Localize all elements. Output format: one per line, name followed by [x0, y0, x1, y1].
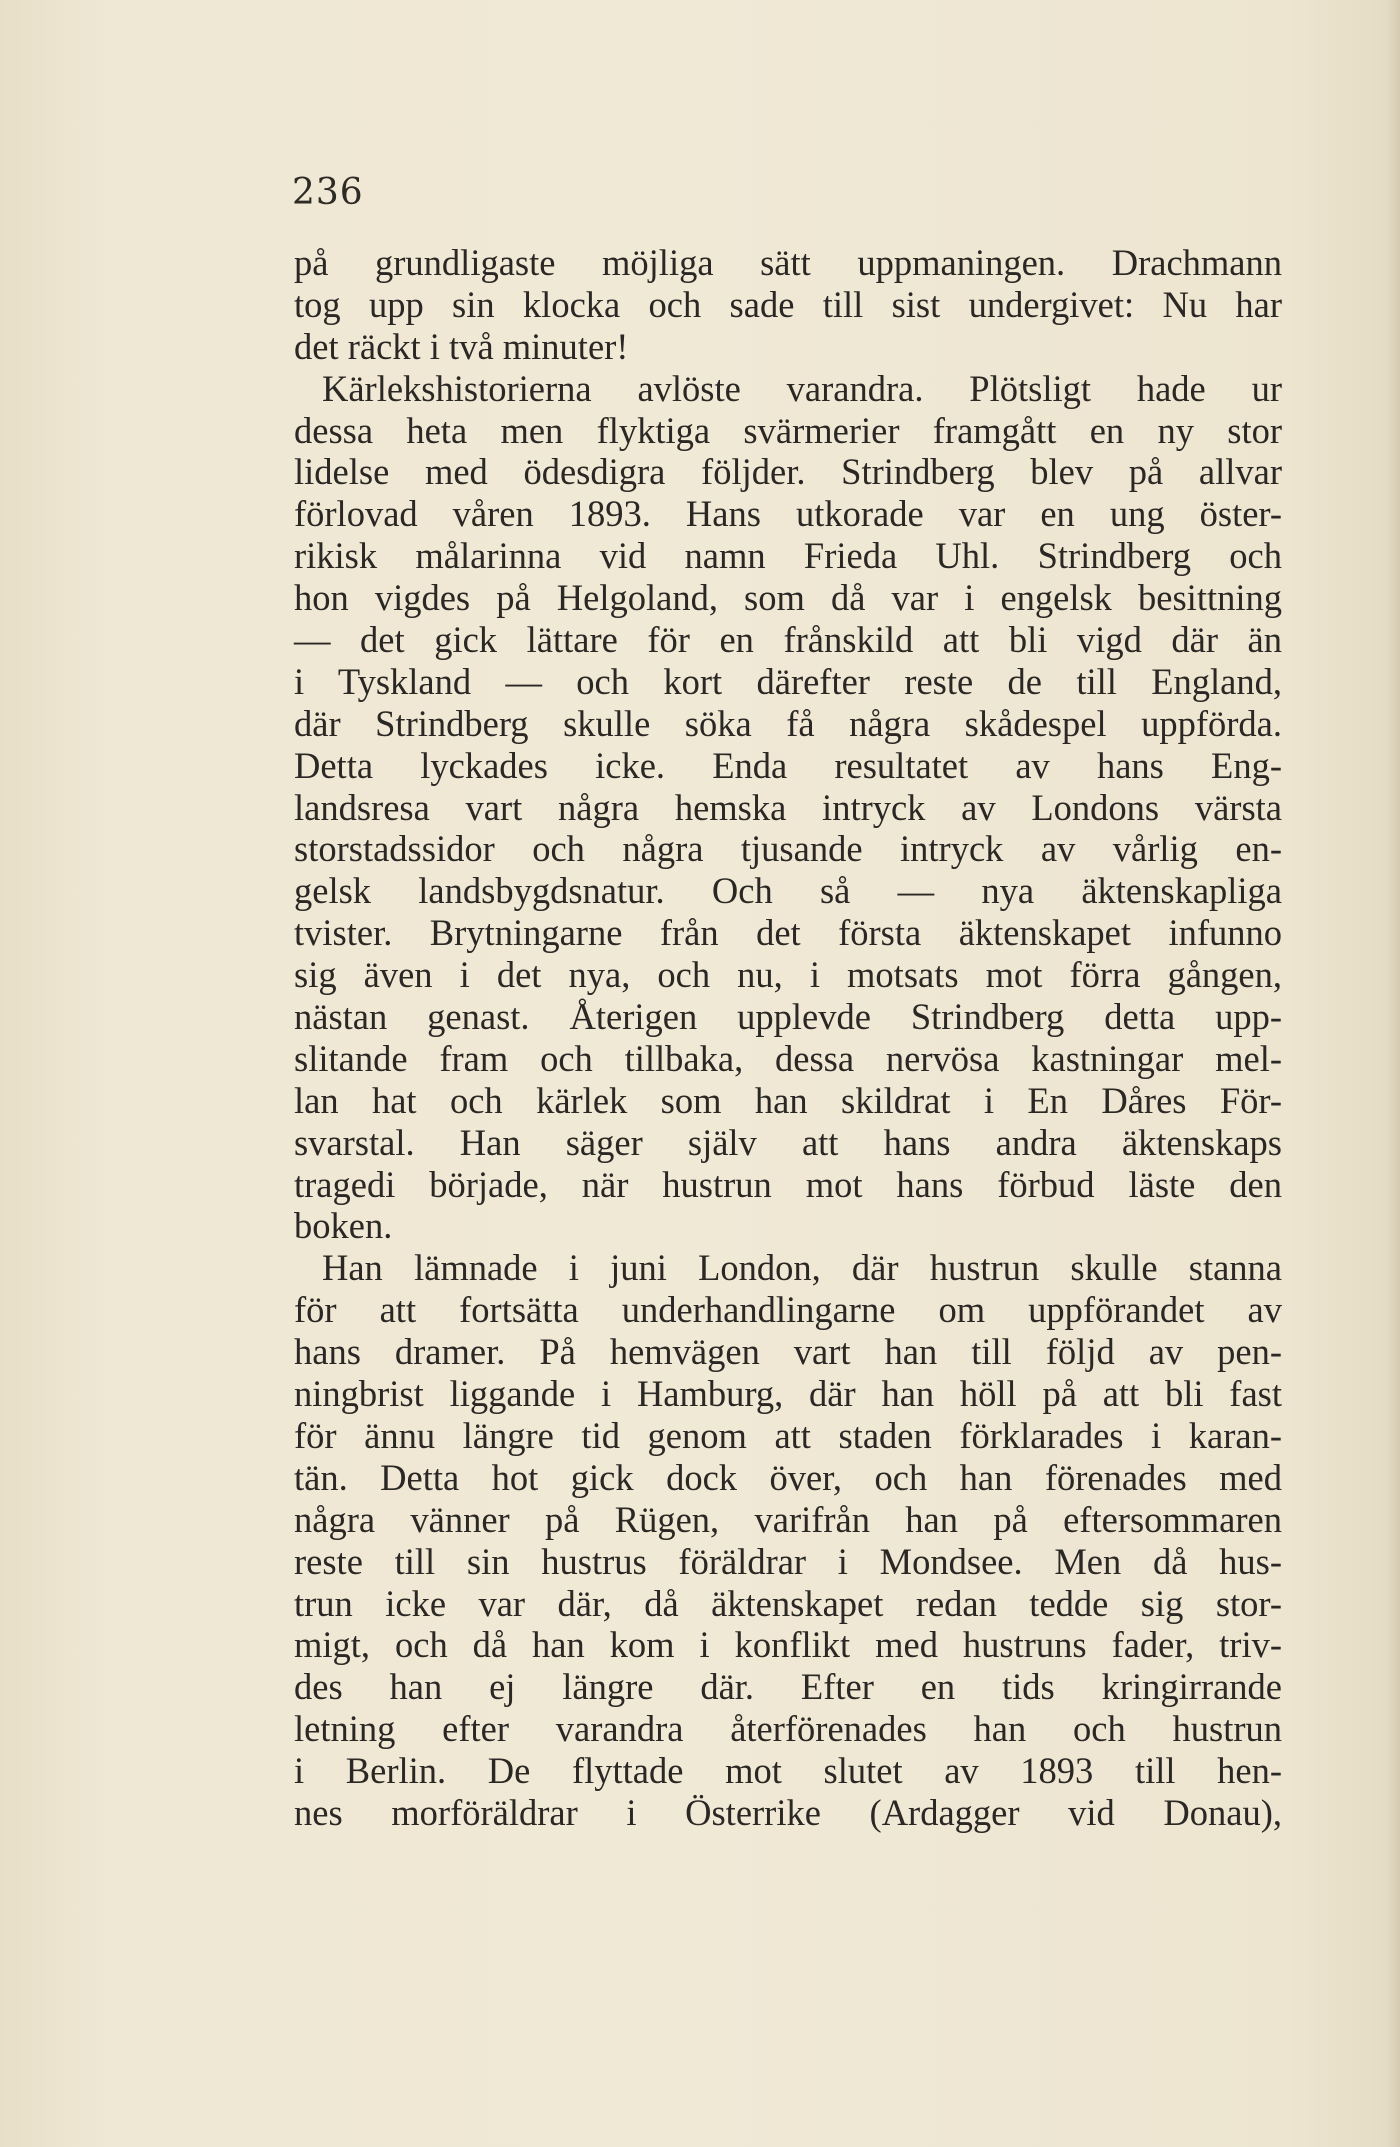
text-line: det räckt i två minuter!	[294, 325, 629, 367]
text-line: Han lämnade i juni London, där hustrun skulle stanna	[322, 1247, 1282, 1289]
text-line: i Tyskland — och kort därefter reste de till England,	[294, 660, 1282, 702]
text-line: tog upp sin klocka och sade till sist undergivet: Nu har	[294, 283, 1282, 325]
text-line: des han ej längre där. Efter en tids kringirrande	[294, 1666, 1282, 1708]
text-line: sig även i det nya, och nu, i motsats mot förra gången,	[294, 954, 1282, 996]
text-line: dessa heta men flyktiga svärmerier framgått en ny stor	[294, 409, 1282, 451]
page-number: 236	[292, 172, 364, 213]
text-line: för att fortsätta underhandlingarne om uppförandet av	[294, 1289, 1282, 1331]
text-line: gelsk landsbygdsnatur. Och så — nya äktenskapliga	[294, 870, 1282, 912]
text-line: trun icke var där, då äktenskapet redan tedde sig stor-	[294, 1582, 1282, 1624]
text-line: hon vigdes på Helgoland, som då var i engelsk besittning	[294, 577, 1282, 619]
text-line: tän. Detta hot gick dock över, och han förenades med	[294, 1456, 1282, 1498]
text-line: några vänner på Rügen, varifrån han på eftersommaren	[294, 1498, 1282, 1540]
text-line: tragedi började, när hustrun mot hans förbud läste den	[294, 1163, 1282, 1205]
text-line: letning efter varandra återförenades han och hustrun	[294, 1708, 1282, 1750]
text-line: rikisk målarinna vid namn Frieda Uhl. Strindberg och	[294, 535, 1282, 577]
text-line: landsresa vart några hemska intryck av Londons värsta	[294, 786, 1282, 828]
text-line: där Strindberg skulle söka få några skådespel uppförda.	[294, 702, 1282, 744]
text-line: — det gick lättare för en frånskild att bli vigd där än	[294, 619, 1282, 661]
text-line: storstadssidor och några tjusande intryck av vårlig en-	[294, 828, 1282, 870]
text-line: lidelse med ödesdigra följder. Strindberg blev på allvar	[294, 451, 1282, 493]
text-line: boken.	[294, 1205, 393, 1247]
text-line: Kärlekshistorierna avlöste varandra. Plötsligt hade ur	[322, 367, 1282, 409]
text-line: nes morföräldrar i Österrike (Ardagger vid Donau),	[294, 1791, 1282, 1833]
text-line: migt, och då han kom i konflikt med hustruns fader, triv-	[294, 1624, 1282, 1666]
text-line: nästan genast. Återigen upplevde Strindberg detta upp-	[294, 996, 1282, 1038]
body-text	[294, 242, 1282, 1834]
text-line: förlovad våren 1893. Hans utkorade var en ung öster-	[294, 493, 1282, 535]
text-line: tvister. Brytningarne från det första äktenskapet infunno	[294, 912, 1282, 954]
text-line: svarstal. Han säger själv att hans andra äktenskaps	[294, 1121, 1282, 1163]
text-line: Detta lyckades icke. Enda resultatet av hans Eng-	[294, 744, 1282, 786]
text-line: på grundligaste möjliga sätt uppmaningen. Drachmann	[294, 242, 1282, 283]
text-line: reste till sin hustrus föräldrar i Mondsee. Men då hus-	[294, 1540, 1282, 1582]
text-line: i Berlin. De flyttade mot slutet av 1893 till hen-	[294, 1750, 1282, 1792]
text-line: slitande fram och tillbaka, dessa nervösa kastningar mel-	[294, 1037, 1282, 1079]
text-line: lan hat och kärlek som han skildrat i En Dåres För-	[294, 1079, 1282, 1121]
page-edge-shadow	[1386, 0, 1400, 2147]
text-line: ningbrist liggande i Hamburg, där han höll på att bli fast	[294, 1373, 1282, 1415]
text-line: hans dramer. På hemvägen vart han till följd av pen-	[294, 1331, 1282, 1373]
text-line: för ännu längre tid genom att staden förklarades i karan-	[294, 1414, 1282, 1456]
